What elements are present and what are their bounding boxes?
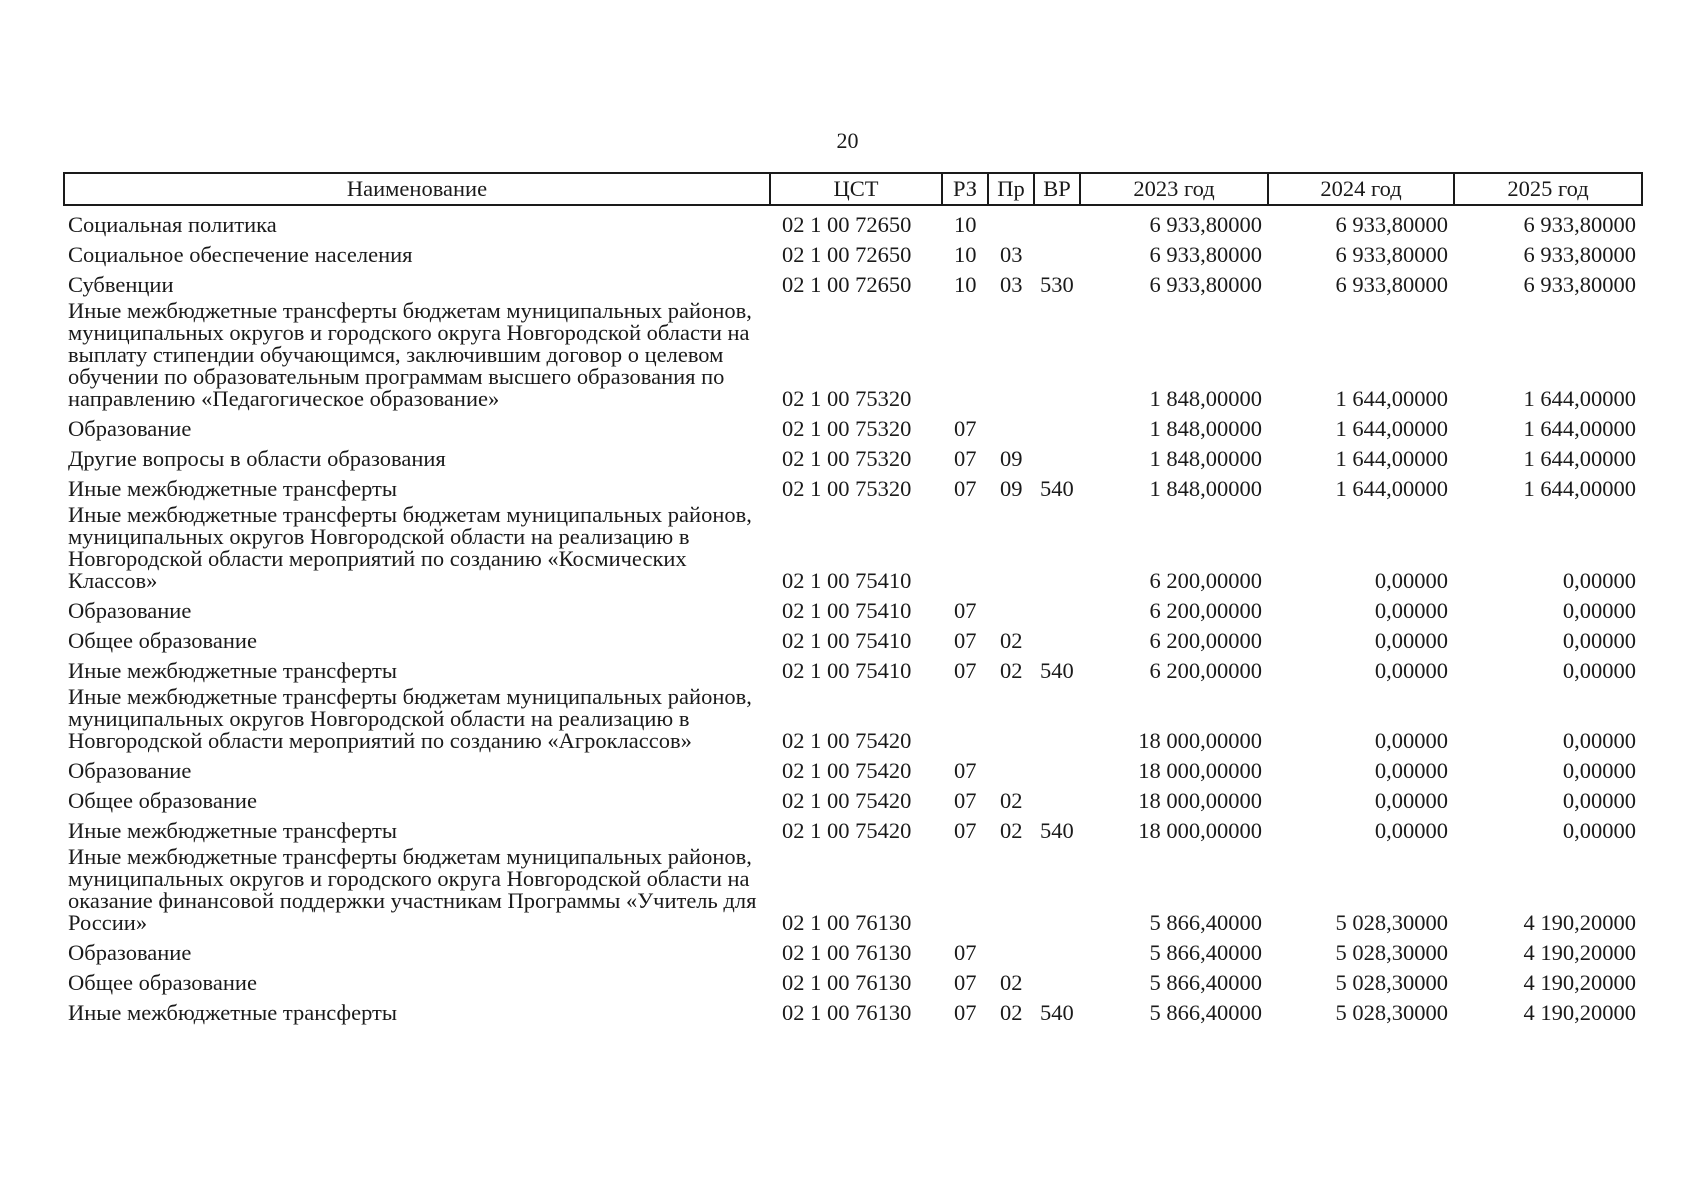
table-row — [64, 994, 1642, 1024]
cell-y2023: 18 000,00000 — [1138, 818, 1262, 843]
header-row — [64, 173, 1642, 205]
cell-name: Иные межбюджетные трансферты — [68, 818, 398, 843]
cell-y2025: 6 933,80000 — [1523, 242, 1636, 267]
cell-cst: 02 1 00 76130 — [782, 940, 912, 965]
cell-name: Иные межбюджетные трансферты — [68, 658, 398, 683]
cell-rz: 07 — [954, 788, 977, 813]
cell-y2023: 6 200,00000 — [1149, 658, 1262, 683]
cell-rz: 07 — [954, 940, 977, 965]
cell-y2025: 0,00000 — [1562, 758, 1636, 783]
cell-pr — [988, 410, 1034, 440]
cell-pr: 02 — [1000, 628, 1023, 653]
cell-y2024: 0,00000 — [1374, 788, 1448, 813]
cell-y2024: 5 028,30000 — [1335, 940, 1448, 965]
cell-cst: 02 1 00 75420 — [782, 788, 912, 813]
cell-y2024: 5 028,30000 — [1335, 910, 1448, 935]
table-row — [64, 440, 1642, 470]
cell-rz: 07 — [954, 970, 977, 995]
cell-y2024: 1 644,00000 — [1335, 386, 1448, 411]
cell-y2024: 6 933,80000 — [1335, 242, 1448, 267]
cell-name: Образование — [68, 598, 192, 623]
cell-vr: 540 — [1040, 1000, 1074, 1025]
cell-y2024: 0,00000 — [1374, 818, 1448, 843]
cell-rz: 07 — [954, 818, 977, 843]
cell-y2024: 5 028,30000 — [1335, 970, 1448, 995]
cell-y2023: 18 000,00000 — [1138, 758, 1262, 783]
table-row — [64, 296, 1642, 410]
cell-cst: 02 1 00 75320 — [782, 416, 912, 441]
cell-cst: 02 1 00 75420 — [782, 728, 912, 753]
cell-vr — [1034, 752, 1080, 782]
header-2025: 2025 год — [1454, 173, 1642, 205]
cell-y2025: 1 644,00000 — [1523, 476, 1636, 501]
cell-cst: 02 1 00 75320 — [782, 476, 912, 501]
cell-name: Иные межбюджетные трансферты бюджетам муниципальных районов, муниципальных округов Новгородской области на реализацию в Новгородской области мероприятий по созданию «Космических Классов» — [68, 502, 752, 593]
cell-vr — [1034, 500, 1080, 592]
header-pr: Пр — [988, 173, 1034, 205]
cell-y2025: 0,00000 — [1562, 788, 1636, 813]
page-number: 20 — [836, 128, 859, 153]
table-body — [64, 205, 1642, 1024]
cell-cst: 02 1 00 75410 — [782, 568, 912, 593]
cell-pr: 09 — [1000, 476, 1023, 501]
cell-vr — [1034, 410, 1080, 440]
cell-y2025: 0,00000 — [1562, 628, 1636, 653]
cell-vr — [1034, 622, 1080, 652]
header-2023: 2023 год — [1080, 173, 1268, 205]
cell-y2023: 6 933,80000 — [1149, 212, 1262, 237]
cell-pr — [988, 296, 1034, 410]
cell-vr: 540 — [1040, 476, 1074, 501]
cell-name: Иные межбюджетные трансферты бюджетам муниципальных районов, муниципальных округов и городского округа Новгородской области на оказание финансовой поддержки участникам Программы «Учитель для России» — [68, 844, 757, 935]
cell-y2025: 4 190,20000 — [1523, 1000, 1636, 1025]
cell-pr: 02 — [1000, 788, 1023, 813]
cell-y2024: 0,00000 — [1374, 598, 1448, 623]
cell-y2024: 1 644,00000 — [1335, 416, 1448, 441]
cell-vr — [1034, 842, 1080, 934]
cell-rz — [942, 842, 988, 934]
cell-cst: 02 1 00 75320 — [782, 446, 912, 471]
cell-name: Образование — [68, 416, 192, 441]
cell-rz: 07 — [954, 1000, 977, 1025]
cell-y2023: 5 866,40000 — [1149, 1000, 1262, 1025]
cell-y2024: 1 644,00000 — [1335, 446, 1448, 471]
table-row — [64, 752, 1642, 782]
cell-y2025: 1 644,00000 — [1523, 446, 1636, 471]
header-cst: ЦСТ — [770, 173, 942, 205]
cell-y2023: 6 933,80000 — [1149, 242, 1262, 267]
budget-table — [63, 172, 1643, 1024]
cell-name: Общее образование — [68, 970, 257, 995]
cell-cst: 02 1 00 72650 — [782, 272, 912, 297]
cell-y2024: 6 933,80000 — [1335, 212, 1448, 237]
table-row — [64, 782, 1642, 812]
cell-y2025: 0,00000 — [1562, 568, 1636, 593]
header-2024: 2024 год — [1268, 173, 1454, 205]
cell-rz: 07 — [954, 758, 977, 783]
cell-pr: 02 — [1000, 1000, 1023, 1025]
cell-cst: 02 1 00 75410 — [782, 658, 912, 683]
cell-y2025: 0,00000 — [1562, 728, 1636, 753]
cell-name: Иные межбюджетные трансферты — [68, 476, 398, 501]
cell-pr: 03 — [1000, 242, 1023, 267]
cell-pr — [988, 752, 1034, 782]
table-header — [64, 173, 1642, 205]
cell-name: Иные межбюджетные трансферты — [68, 1000, 398, 1025]
table-row — [64, 964, 1642, 994]
header-name: Наименование — [64, 173, 770, 205]
cell-name: Общее образование — [68, 788, 257, 813]
cell-vr — [1034, 205, 1080, 236]
cell-y2024: 0,00000 — [1374, 568, 1448, 593]
cell-vr — [1034, 934, 1080, 964]
cell-y2023: 6 200,00000 — [1149, 598, 1262, 623]
table-row — [64, 500, 1642, 592]
table-row — [64, 592, 1642, 622]
cell-cst: 02 1 00 76130 — [782, 970, 912, 995]
cell-vr: 540 — [1040, 818, 1074, 843]
cell-y2024: 6 933,80000 — [1335, 272, 1448, 297]
cell-cst: 02 1 00 75410 — [782, 628, 912, 653]
table-row — [64, 682, 1642, 752]
cell-rz: 10 — [954, 242, 977, 267]
cell-name: Иные межбюджетные трансферты бюджетам муниципальных районов, муниципальных округов Новгородской области на реализацию в Новгородской области мероприятий по созданию «Агроклассов» — [68, 684, 752, 753]
cell-rz: 07 — [954, 598, 977, 623]
cell-cst: 02 1 00 75410 — [782, 598, 912, 623]
cell-vr — [1034, 682, 1080, 752]
cell-y2023: 18 000,00000 — [1138, 788, 1262, 813]
cell-y2023: 5 866,40000 — [1149, 940, 1262, 965]
cell-cst: 02 1 00 75420 — [782, 758, 912, 783]
cell-y2025: 0,00000 — [1562, 658, 1636, 683]
cell-y2023: 5 866,40000 — [1149, 970, 1262, 995]
cell-y2025: 1 644,00000 — [1523, 416, 1636, 441]
cell-pr: 03 — [1000, 272, 1023, 297]
cell-y2023: 1 848,00000 — [1149, 416, 1262, 441]
cell-y2024: 1 644,00000 — [1335, 476, 1448, 501]
cell-rz — [942, 500, 988, 592]
cell-vr: 540 — [1040, 658, 1074, 683]
cell-y2025: 6 933,80000 — [1523, 212, 1636, 237]
cell-y2023: 1 848,00000 — [1149, 386, 1262, 411]
header-vr: ВР — [1034, 173, 1080, 205]
cell-y2023: 1 848,00000 — [1149, 476, 1262, 501]
cell-name: Образование — [68, 758, 192, 783]
table-row — [64, 410, 1642, 440]
cell-vr — [1034, 592, 1080, 622]
cell-pr: 02 — [1000, 970, 1023, 995]
cell-vr — [1034, 782, 1080, 812]
cell-cst: 02 1 00 75320 — [782, 386, 912, 411]
cell-name: Другие вопросы в области образования — [68, 446, 446, 471]
cell-y2024: 0,00000 — [1374, 758, 1448, 783]
cell-name: Иные межбюджетные трансферты бюджетам муниципальных районов, муниципальных округов и городского округа Новгородской области на выплату стипендии обучающимся, заключившим договор о целевом обучении по образовательным программам высшего образования по направлению «Педагогическое образование» — [68, 298, 752, 411]
table-row — [64, 934, 1642, 964]
cell-y2023: 6 933,80000 — [1149, 272, 1262, 297]
cell-y2025: 6 933,80000 — [1523, 272, 1636, 297]
cell-vr: 530 — [1040, 272, 1074, 297]
cell-cst: 02 1 00 72650 — [782, 242, 912, 267]
cell-vr — [1034, 440, 1080, 470]
cell-y2025: 0,00000 — [1562, 818, 1636, 843]
cell-rz — [942, 296, 988, 410]
cell-name: Образование — [68, 940, 192, 965]
table-row — [64, 236, 1642, 266]
cell-pr: 02 — [1000, 658, 1023, 683]
cell-y2025: 1 644,00000 — [1523, 386, 1636, 411]
cell-name: Субвенции — [68, 272, 174, 297]
cell-rz: 10 — [954, 212, 977, 237]
cell-rz: 10 — [954, 272, 977, 297]
cell-cst: 02 1 00 75420 — [782, 818, 912, 843]
cell-y2023: 18 000,00000 — [1138, 728, 1262, 753]
cell-pr — [988, 592, 1034, 622]
cell-y2024: 5 028,30000 — [1335, 1000, 1448, 1025]
cell-rz: 07 — [954, 446, 977, 471]
cell-pr — [988, 682, 1034, 752]
cell-name: Социальное обеспечение населения — [68, 242, 413, 267]
cell-pr — [988, 205, 1034, 236]
cell-y2025: 0,00000 — [1562, 598, 1636, 623]
cell-y2023: 6 200,00000 — [1149, 628, 1262, 653]
header-rz: РЗ — [942, 173, 988, 205]
cell-rz — [942, 682, 988, 752]
cell-rz: 07 — [954, 658, 977, 683]
cell-pr: 09 — [1000, 446, 1023, 471]
table-row — [64, 652, 1642, 682]
cell-rz: 07 — [954, 416, 977, 441]
table-row — [64, 842, 1642, 934]
cell-name: Общее образование — [68, 628, 257, 653]
cell-rz: 07 — [954, 476, 977, 501]
cell-cst: 02 1 00 76130 — [782, 910, 912, 935]
cell-y2023: 6 200,00000 — [1149, 568, 1262, 593]
cell-pr — [988, 842, 1034, 934]
table-row — [64, 266, 1642, 296]
cell-y2023: 1 848,00000 — [1149, 446, 1262, 471]
cell-name: Социальная политика — [68, 212, 277, 237]
table-row — [64, 205, 1642, 236]
cell-cst: 02 1 00 72650 — [782, 212, 912, 237]
cell-y2024: 0,00000 — [1374, 658, 1448, 683]
cell-vr — [1034, 236, 1080, 266]
cell-cst: 02 1 00 76130 — [782, 1000, 912, 1025]
cell-y2025: 4 190,20000 — [1523, 970, 1636, 995]
cell-y2023: 5 866,40000 — [1149, 910, 1262, 935]
cell-pr — [988, 500, 1034, 592]
cell-rz: 07 — [954, 628, 977, 653]
cell-y2024: 0,00000 — [1374, 628, 1448, 653]
cell-y2025: 4 190,20000 — [1523, 910, 1636, 935]
cell-vr — [1034, 964, 1080, 994]
cell-pr — [988, 934, 1034, 964]
cell-pr: 02 — [1000, 818, 1023, 843]
cell-y2025: 4 190,20000 — [1523, 940, 1636, 965]
cell-vr — [1034, 296, 1080, 410]
table-row — [64, 812, 1642, 842]
table-row — [64, 622, 1642, 652]
table-row — [64, 470, 1642, 500]
cell-y2024: 0,00000 — [1374, 728, 1448, 753]
